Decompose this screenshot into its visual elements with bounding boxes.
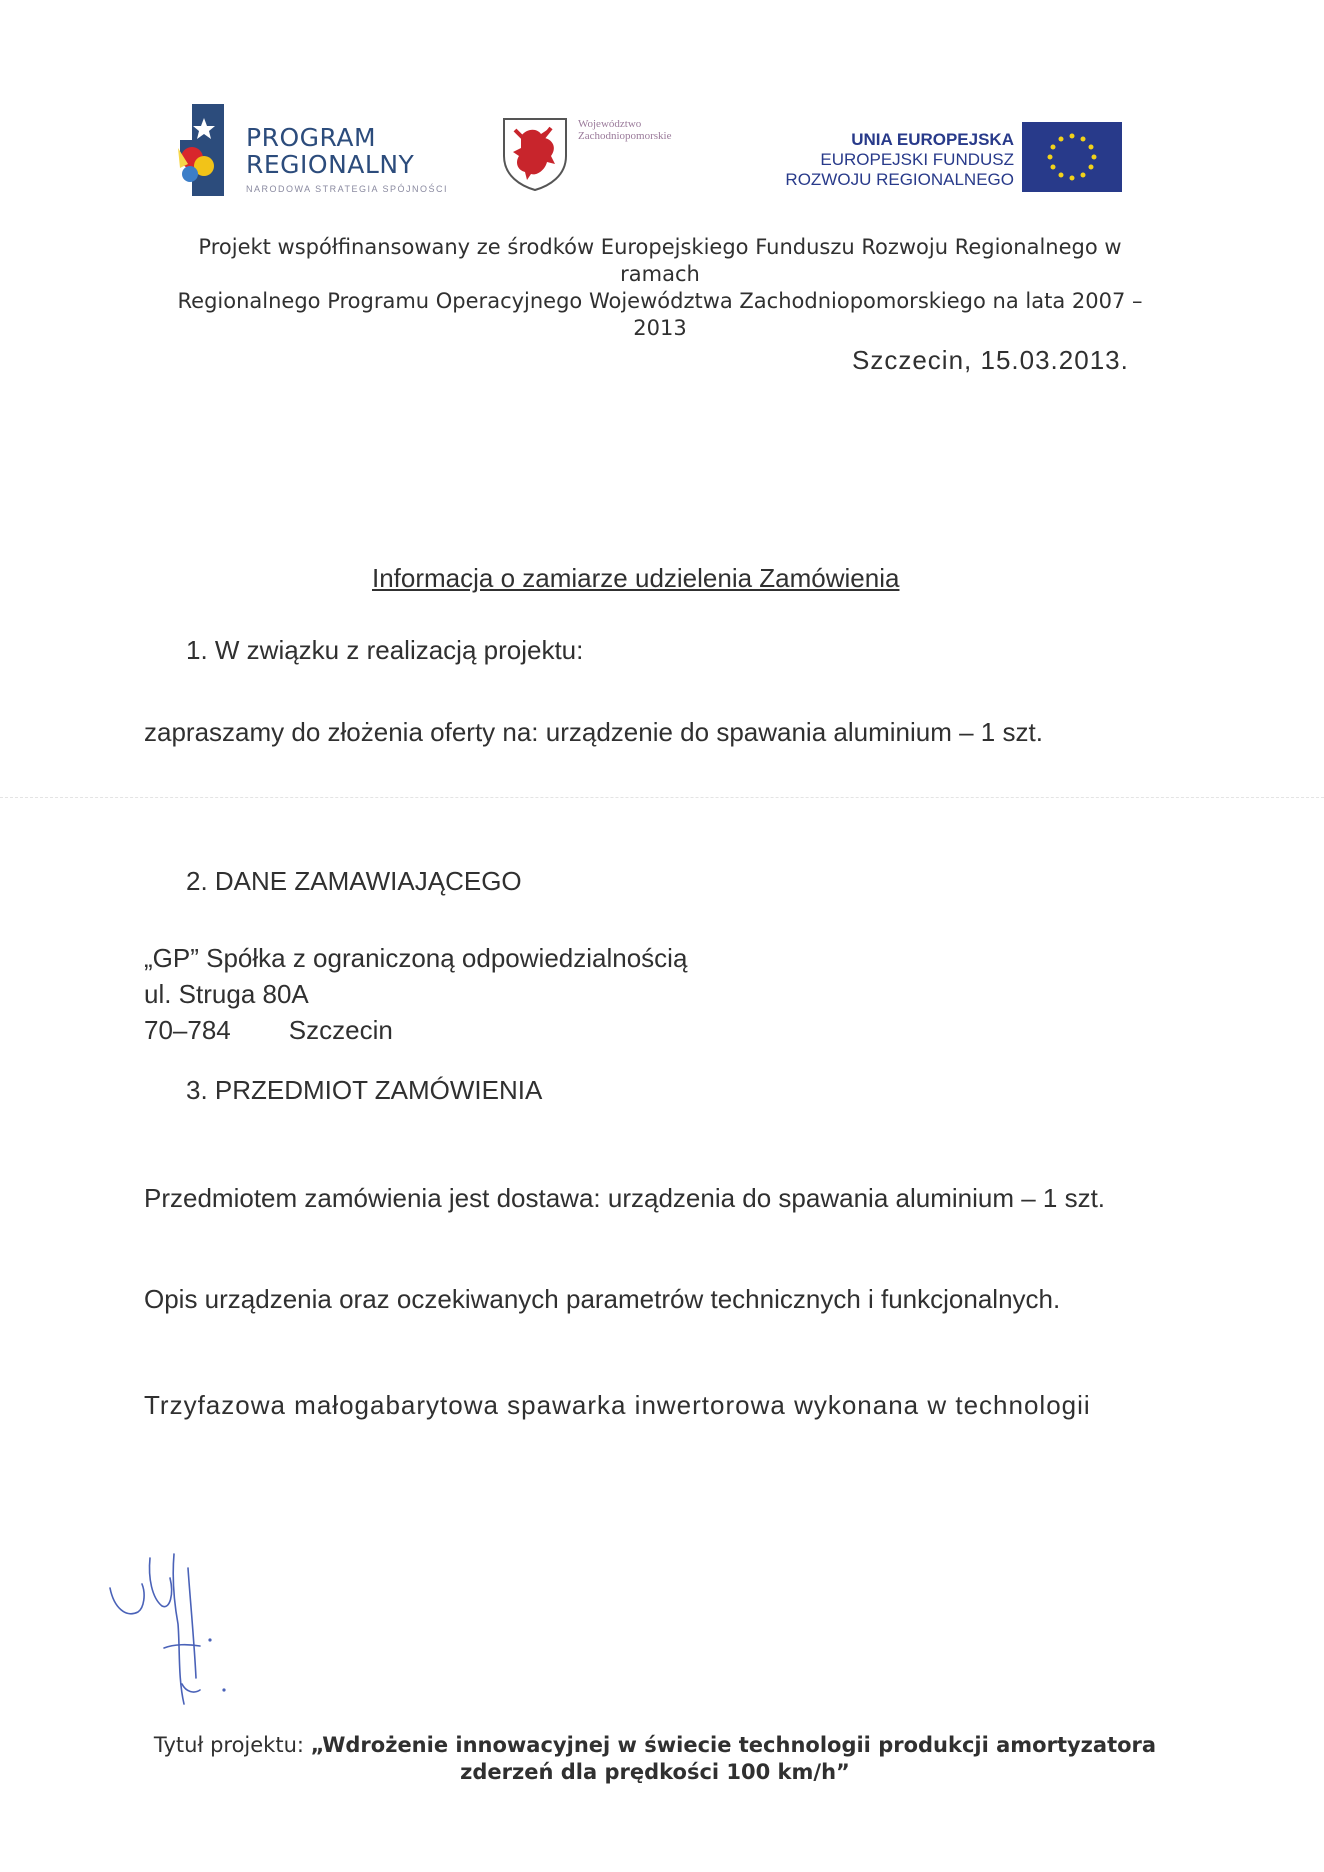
program-regionalny-logo-icon — [178, 104, 224, 196]
griffin-shield-icon — [501, 116, 569, 192]
footer-title-line1: „Wdrożenie innowacyjnej w świecie technologii produkcji amortyzatora — [310, 1733, 1157, 1757]
letter-date: Szczecin, 15.03.2013. — [852, 345, 1129, 375]
cofinancing-notice — [160, 234, 1160, 342]
section-1-heading: 1. W związku z realizacją projektu: — [186, 635, 584, 665]
buyer-address — [144, 940, 687, 1048]
voivodeship-line1: Województwo — [578, 118, 642, 130]
letter-title: Informacja o zamiarze udzielenia Zamówienia — [372, 563, 900, 593]
footer-title-line2: zderzeń dla prędkości 100 km/h” — [460, 1760, 850, 1784]
program-regionalny-logo — [246, 124, 448, 194]
postcode-city-line — [144, 1012, 687, 1048]
eu-logo-line3: ROZWOJU REGIONALNEGO — [785, 170, 1014, 189]
signature-image — [104, 1528, 264, 1718]
eu-logo-line1: UNIA EUROPEJSKA — [851, 130, 1014, 149]
spec-text: Trzyfazowa małogabarytowa spawarka inwertorowa wykonana w technologii — [144, 1390, 1091, 1420]
eu-logo-line2: EUROPEJSKI FUNDUSZ — [820, 150, 1014, 169]
eu-flag-icon — [1022, 122, 1122, 192]
scan-artifact-line — [0, 797, 1324, 799]
voivodeship-line2: Zachodniopomorskie — [578, 130, 672, 142]
subject-text: Przedmiotem zamówienia jest dostawa: urządzenia do spawania aluminium – 1 szt. — [144, 1183, 1106, 1213]
program-logo-line2: REGIONALNY — [246, 150, 415, 179]
invitation-text: zapraszamy do złożenia oferty na: urządzenie do spawania aluminium – 1 szt. — [144, 717, 1043, 747]
street-address: ul. Struga 80A — [144, 979, 309, 1009]
project-title-footer — [140, 1732, 1170, 1786]
eu-logo-text — [785, 130, 1014, 190]
footer-label: Tytuł projektu: — [153, 1733, 311, 1757]
postcode: 70–784 — [144, 1015, 231, 1045]
company-name: „GP” Spółka z ograniczoną odpowiedzialnością — [144, 943, 688, 973]
program-logo-line1: PROGRAM — [246, 123, 377, 152]
program-logo-subline: NARODOWA STRATEGIA SPÓJNOŚCI — [246, 184, 449, 194]
city: Szczecin — [288, 1015, 393, 1045]
cofinancing-line1: Projekt współfinansowany ze środków Europejskiego Funduszu Rozwoju Regionalnego w ramach — [198, 235, 1122, 286]
description-text: Opis urządzenia oraz oczekiwanych parametrów technicznych i funkcjonalnych. — [144, 1284, 1061, 1314]
footer-line1 — [140, 1732, 1170, 1759]
voivodeship-logo-text — [578, 118, 671, 142]
section-2-heading: 2. DANE ZAMAWIAJĄCEGO — [186, 866, 522, 896]
section-3-heading: 3. PRZEDMIOT ZAMÓWIENIA — [186, 1075, 543, 1105]
cofinancing-line2: Regionalnego Programu Operacyjnego Województwa Zachodniopomorskiego na lata 2007 – 2013 — [177, 289, 1143, 340]
